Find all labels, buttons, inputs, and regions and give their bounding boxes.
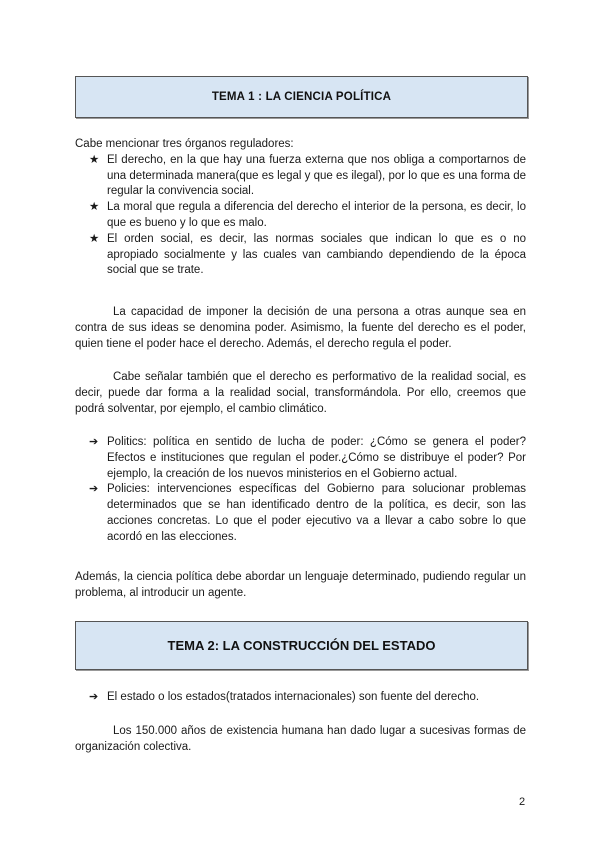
arrow-bullet-icon: ➔ — [89, 483, 99, 496]
tema-1-heading: TEMA 1 : LA CIENCIA POLÍTICA — [211, 91, 392, 103]
paragraph-performativo: Cabe señalar también que el derecho es performativo de la realidad social, es decir, puede dar forma a la realidad social, transformándola. Por ello, creemos que podrá solventar, por ejemplo, el cambio climático. — [75, 371, 526, 415]
paragraph-lenguaje: Además, la ciencia política debe abordar un lenguaje determinado, pudiendo regular un problema, al introducir un agente. — [75, 571, 526, 599]
politics-list — [75, 435, 526, 546]
section-title-tema-1 — [75, 76, 528, 118]
list-item-orden-social: ★ El orden social, es decir, las normas sociales que indican lo que es o no apropiado socialmente y las cuales van cambiando dependiendo de la época social que se trate. — [89, 232, 526, 277]
section-title-tema-2 — [75, 621, 528, 670]
star-bullet-icon: ★ — [89, 201, 100, 214]
tema-2-heading: TEMA 2: LA CONSTRUCCIÓN DEL ESTADO — [167, 638, 436, 653]
star-bullet-icon: ★ — [89, 232, 100, 245]
arrow-bullet-icon: ➔ — [89, 691, 99, 703]
list-item-moral: ★ La moral que regula a diferencia del derecho el interior de la persona, es decir, lo que es bueno y lo que es malo. — [89, 201, 526, 229]
list-item-politics: ➔ Politics: política en sentido de lucha de poder: ¿Cómo se genera el poder? Efectos e instituciones que regulan el poder.¿Cómo se distribuye el poder? Por ejemplo, la creación de los nuevos ministerios en el Gobierno actual. — [89, 436, 526, 480]
list-item-derecho: ★ El derecho, en la que hay una fuerza externa que nos obliga a comportarnos de una determinada manera(que es legal y que es ilegal), por lo que es una forma de regular la convivencia social. — [89, 153, 526, 198]
list-item-policies: ➔ Policies: intervenciones específicas del Gobierno para solucionar problemas determinados que se han identificado dentro de la política, es decir, son las acciones concretas. Lo que el poder ejecutivo va a llevar a cabo sobre lo que acordó en las elecciones. — [89, 483, 526, 543]
star-bullet-icon: ★ — [89, 153, 100, 166]
list-item-estado: ➔ El estado o los estados(tratados internacionales) son fuente del derecho. — [75, 690, 526, 706]
paragraph-historia: Los 150.000 años de existencia humana han dado lugar a sucesivas formas de organización colectiva. — [75, 725, 526, 753]
organos-list — [75, 153, 526, 279]
paragraph-poder: La capacidad de imponer la decisión de una persona a otras aunque sea en contra de sus ideas se denomina poder. Asimismo, la fuente del derecho es el poder, quien tiene el poder hace el derecho. Además, el derecho regula el poder. — [75, 306, 526, 350]
estado-section — [75, 690, 526, 706]
politics-section — [75, 435, 526, 546]
organos-section — [75, 137, 526, 279]
estado-list — [75, 690, 526, 706]
intro-text: Cabe mencionar tres órganos reguladores: — [75, 138, 294, 150]
arrow-bullet-icon: ➔ — [89, 436, 99, 448]
page-number: 2 — [519, 796, 526, 808]
